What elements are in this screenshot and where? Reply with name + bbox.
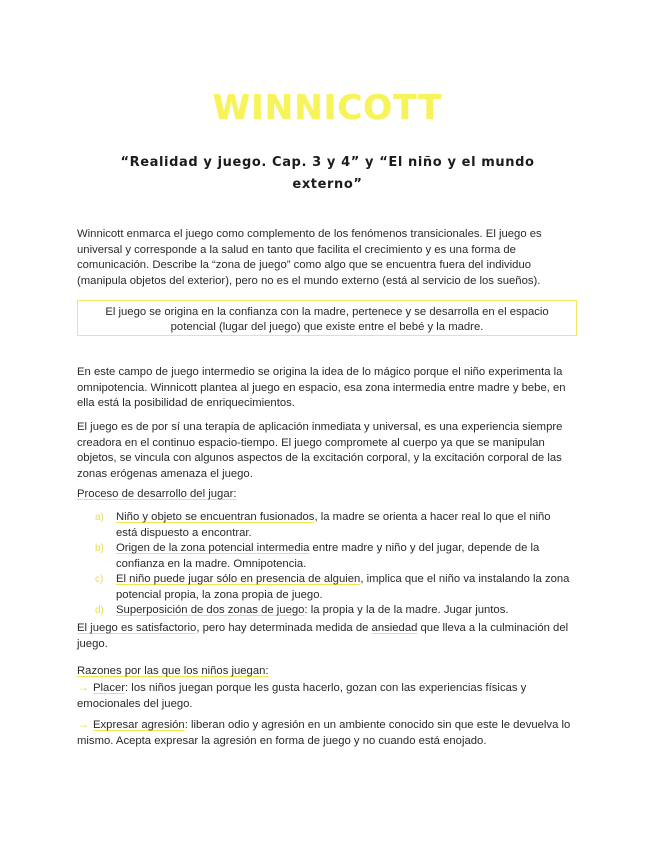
callout-text: El juego se origina en la confianza con la madre, pertenece y se desarrolla en el espacio potencial (lugar del juego) que existe entre el bebé y la madre. bbox=[105, 306, 549, 333]
list-item-lead: Superposición de dos zonas de juego bbox=[116, 604, 305, 616]
reason-pleasure-lead: Placer bbox=[93, 682, 126, 694]
process-heading bbox=[77, 487, 577, 503]
arrow-right-icon: → bbox=[77, 680, 89, 694]
document-subtitle: “Realidad y juego. Cap. 3 y 4” y “El niño y el mundo externo” bbox=[120, 155, 535, 192]
list-item-lead: Niño y objeto se encuentran fusionados bbox=[116, 511, 315, 523]
anxiety-word: ansiedad bbox=[371, 622, 418, 634]
list-item-lead: El niño puede jugar sólo en presencia de alguien bbox=[116, 573, 361, 585]
paragraph-satisfaction bbox=[77, 621, 577, 652]
process-list bbox=[95, 510, 575, 619]
arrow-right-icon: → bbox=[77, 717, 89, 731]
intro-paragraph: Winnicott enmarca el juego como complemento de los fenómenos transicionales. El juego es universal y corresponde a la salud en tanto que facilita el crecimiento y es una forma de comunicación. Describe la “zona de juego” como algo que se encuentra fuera del individuo (manipula objetos del exterior), pero no es el mundo externo (está al servicio de los sueños). bbox=[77, 228, 542, 287]
reason-aggression bbox=[77, 717, 577, 749]
reasons-heading bbox=[77, 664, 577, 680]
document-title: WINNICOTT bbox=[212, 88, 443, 128]
satisfaction-mid: , pero hay determinada medida de bbox=[196, 622, 372, 634]
reasons-heading-text: Razones por las que los niños juegan: bbox=[77, 665, 269, 677]
satisfaction-end: que lleva a la culminación del juego. bbox=[77, 622, 569, 650]
reason-aggression-lead: Expresar agresión bbox=[93, 719, 185, 731]
process-heading-text: Proceso de desarrollo del jugar: bbox=[77, 488, 237, 500]
list-item-rest: , implica que el niño va instalando la zona potencial propia, la zona propia de juego. bbox=[116, 573, 570, 601]
list-item-rest: entre madre y niño y del jugar, depende de la confianza en la madre. Omnipotencia. bbox=[116, 542, 540, 570]
list-marker: c) bbox=[95, 574, 104, 585]
list-marker: d) bbox=[95, 605, 104, 616]
list-item-rest: : la propia y la de la madre. Jugar juntos. bbox=[304, 604, 509, 616]
list-item-lead: Origen de la zona potencial intermedia bbox=[116, 542, 310, 554]
satisfaction-lead: El juego es satisfactorio bbox=[77, 622, 197, 634]
paragraph-therapy: El juego es de por sí una terapia de aplicación inmediata y universal, es una experiencia siempre creadora en el continuo espacio-tiempo. El juego compromete al cuerpo ya que se manipulan objetos, se vincula con algunos aspectos de la excitación corporal, y la excitación corporal de las zonas erógenas amenaza el juego. bbox=[77, 421, 563, 480]
reason-aggression-text: : liberan odio y agresión en un ambiente conocido sin que este le devuelva lo mismo. Acepta expresar la agresión en forma de juego y no cuando está enojado. bbox=[77, 719, 571, 747]
list-item-rest: , la madre se orienta a hacer real lo que el niño está dispuesto a encontrar. bbox=[116, 511, 551, 539]
callout-box bbox=[77, 300, 577, 336]
paragraph-omnipotence: En este campo de juego intermedio se origina la idea de lo mágico porque el niño experimenta la omnipotencia. Winnicott plantea al juego en espacio, esa zona intermedia entre madre y bebe, en ella está la posibilidad de enriquecimientos. bbox=[77, 366, 566, 409]
list-item bbox=[95, 572, 575, 603]
list-item bbox=[95, 603, 575, 619]
list-marker: a) bbox=[95, 512, 104, 523]
list-item bbox=[95, 541, 575, 572]
reason-pleasure bbox=[77, 680, 577, 712]
list-marker: b) bbox=[95, 543, 104, 554]
list-item bbox=[95, 510, 575, 541]
reason-pleasure-text: : los niños juegan porque les gusta hacerlo, gozan con las experiencias físicas y emocionales del juego. bbox=[77, 682, 527, 710]
